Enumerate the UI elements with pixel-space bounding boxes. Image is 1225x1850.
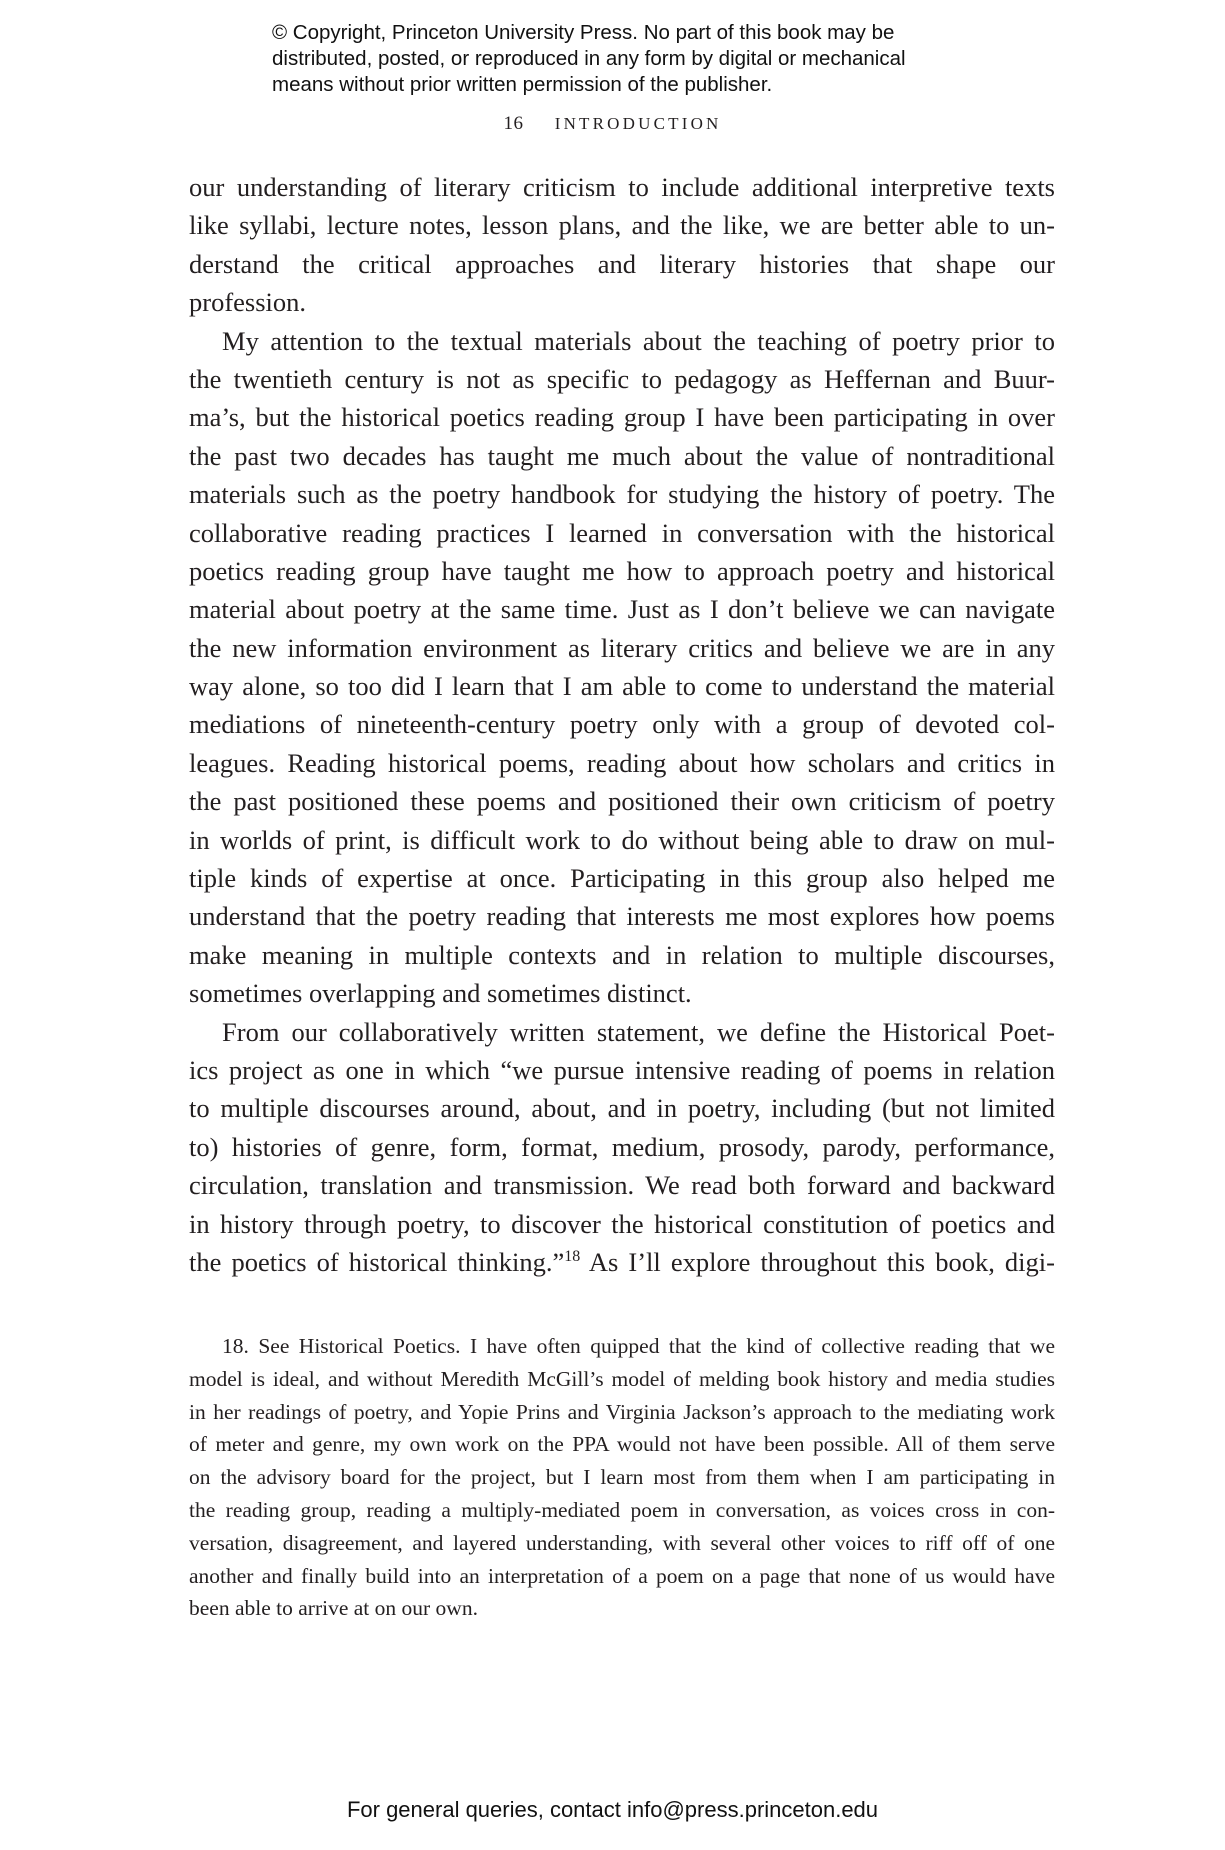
- text-line: in worlds of print, is difficult work to do without being able to draw on mul-: [189, 824, 1055, 855]
- footnote-line: of meter and genre, my own work on the PPA would not have been possible. All of them serve: [189, 1432, 1055, 1457]
- paragraph: [189, 322, 1055, 1013]
- text-line: ics project as one in which “we pursue intensive reading of poems in relation: [189, 1054, 1055, 1085]
- text-line: the past positioned these poems and positioned their own criticism of poetry: [189, 786, 1055, 817]
- text-line: [189, 1243, 1055, 1281]
- footnote-line: versation, disagreement, and layered understanding, with several other voices to riff off of one: [189, 1530, 1055, 1555]
- footnote-18: [189, 1330, 1055, 1625]
- text-line: materials such as the poetry handbook for studying the history of poetry. The: [189, 479, 1055, 510]
- text-line: circulation, translation and transmission. We read both forward and backward: [189, 1170, 1055, 1201]
- text-line: make meaning in multiple contexts and in relation to multiple discourses,: [189, 939, 1055, 970]
- text-line: the new information environment as literary critics and believe we are in any: [189, 632, 1055, 663]
- text-segment: the poetics of historical thinking.”: [189, 1246, 565, 1277]
- text-line: derstand the critical approaches and literary histories that shape our: [189, 248, 1055, 279]
- text-line: understand that the poetry reading that interests me most explores how poems: [189, 901, 1055, 932]
- text-line: the past two decades has taught me much about the value of nontraditional: [189, 440, 1055, 471]
- text-line: profession.: [189, 287, 307, 318]
- copyright-notice: [272, 20, 972, 98]
- text-line: collaborative reading practices I learned in conversation with the historical: [189, 517, 1055, 548]
- text-segment: As I’ll explore throughout this book, digi-: [580, 1246, 1055, 1277]
- footnote-line: in her readings of poetry, and Yopie Prins and Virginia Jackson’s approach to the mediating work: [189, 1399, 1055, 1424]
- copyright-line: means without prior written permission of the publisher.: [272, 73, 773, 96]
- text-line: the twentieth century is not as specific to pedagogy as Heffernan and Buur-: [189, 363, 1055, 394]
- page-number: 16: [503, 113, 524, 134]
- paragraph: [189, 168, 1055, 322]
- text-line: poetics reading group have taught me how to approach poetry and historical: [189, 555, 1055, 586]
- footnote-line: on the advisory board for the project, but I learn most from them when I am participating in: [189, 1465, 1055, 1490]
- footnote-reference[interactable]: 18: [564, 1247, 581, 1265]
- footnote-line: been able to arrive at on our own.: [189, 1596, 478, 1621]
- contact-footer: For general queries, contact info@press.princeton.edu: [346, 1797, 879, 1822]
- text-line: to multiple discourses around, about, and in poetry, including (but not limited: [189, 1093, 1055, 1124]
- text-line: like syllabi, lecture notes, lesson plans, and the like, we are better able to un-: [189, 210, 1055, 241]
- text-line: way alone, so too did I learn that I am able to come to understand the material: [189, 671, 1055, 702]
- text-line: material about poetry at the same time. Just as I don’t believe we can navigate: [189, 594, 1055, 625]
- section-title: INTRODUCTION: [554, 114, 722, 133]
- text-line: mediations of nineteenth-century poetry only with a group of devoted col-: [189, 709, 1055, 740]
- paragraph: [189, 1013, 1055, 1282]
- text-line: My attention to the textual materials about the teaching of poetry prior to: [222, 325, 1055, 356]
- copyright-line: distributed, posted, or reproduced in any form by digital or mechanical: [272, 47, 906, 70]
- body-text: [189, 168, 1055, 1281]
- text-line: to) histories of genre, form, format, medium, prosody, parody, performance,: [189, 1131, 1055, 1162]
- copyright-line: © Copyright, Princeton University Press. No part of this book may be: [272, 21, 895, 44]
- text-line: tiple kinds of expertise at once. Participating in this group also helped me: [189, 863, 1055, 894]
- text-line: sometimes overlapping and sometimes distinct.: [189, 978, 692, 1009]
- footnotes: [189, 1330, 1055, 1625]
- footnote-line: 18. See Historical Poetics. I have often quipped that the kind of collective reading that we: [222, 1334, 1055, 1358]
- text-line: our understanding of literary criticism to include additional interpretive texts: [189, 172, 1055, 202]
- text-line: ma’s, but the historical poetics reading group I have been participating in over: [189, 402, 1055, 433]
- footnote-line: another and finally build into an interpretation of a poem on a page that none of us would have: [189, 1563, 1055, 1588]
- footnote-line: model is ideal, and without Meredith McGill’s model of melding book history and media studies: [189, 1366, 1055, 1391]
- text-line: From our collaboratively written statement, we define the Historical Poet-: [222, 1016, 1055, 1047]
- text-line: leagues. Reading historical poems, reading about how scholars and critics in: [189, 747, 1055, 778]
- running-head: [0, 113, 1225, 135]
- text-line: in history through poetry, to discover the historical constitution of poetics and: [189, 1208, 1055, 1239]
- footnote-line: the reading group, reading a multiply-mediated poem in conversation, as voices cross in con-: [189, 1497, 1055, 1522]
